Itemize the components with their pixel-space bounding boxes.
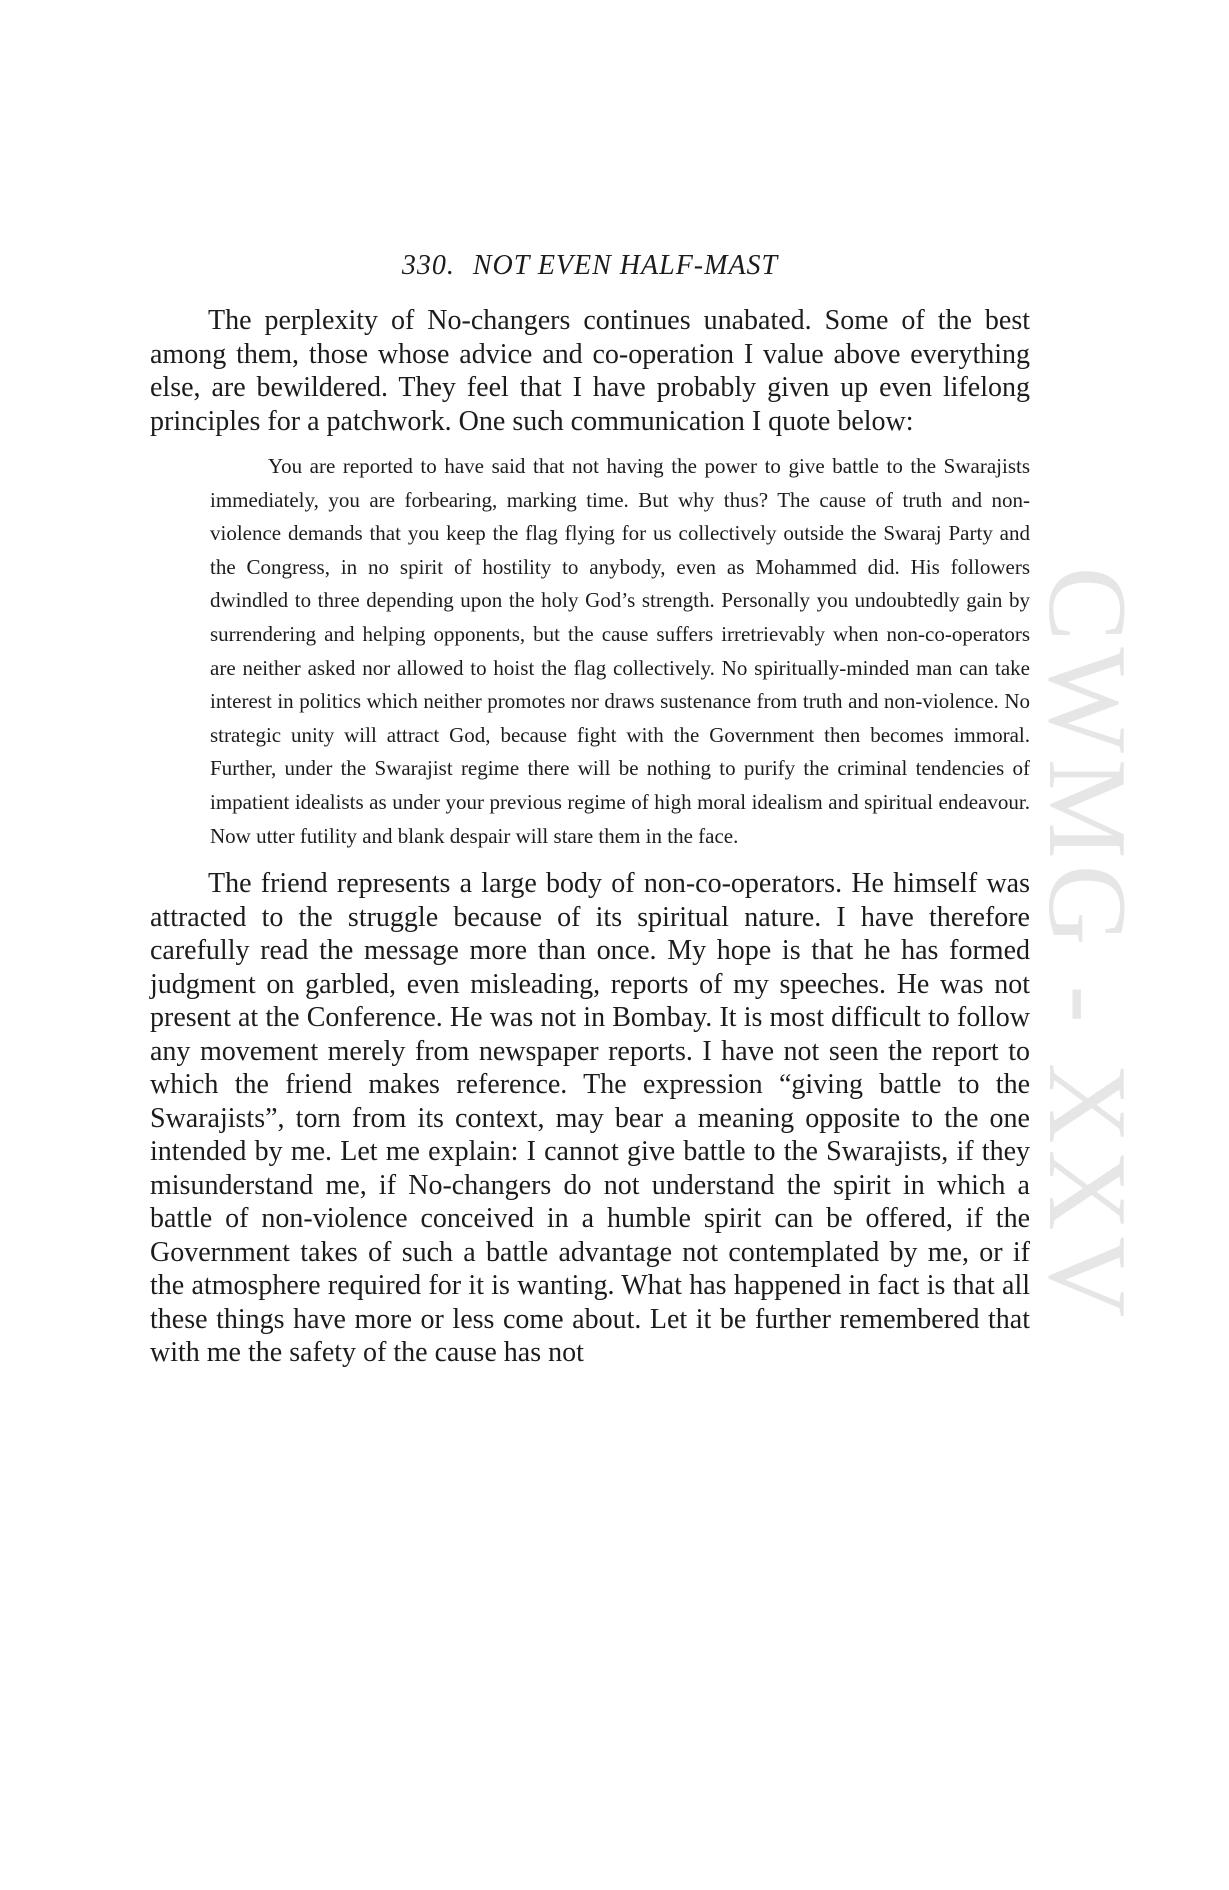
article-heading <box>150 250 1030 282</box>
article-title: NOT EVEN HALF-MAST <box>472 250 779 281</box>
watermark-text: CWMG - XXV <box>1025 566 1149 1324</box>
article-number: 330. <box>401 250 455 281</box>
response-paragraph: The friend represents a large body of non-co-operators. He himself was attracted to the struggle because of its spiritual nature. I have therefore carefully read the message more than once. My hope is that he has formed judgment on garbled, even misleading, reports of my speeches. He was not present at the Conference. He was not in Bombay. It is most difficult to follow any movement merely from newspaper reports. I have not seen the report to which the friend makes reference. The expression “giving battle to the Swarajists”, torn from its context, may bear a meaning opposite to the one intended by me. Let me explain: I cannot give battle to the Swarajists, if they misunderstand me, if No-changers do not understand the spirit in which a battle of non-violence conceived in a humble spirit can be offered, if the Government takes of such a battle advantage not contemplated by me, or if the atmosphere required for it is wanting. What has happened in fact is that all these things have more or less come about. Let it be further remembered that with me the safety of the cause has not <box>150 868 1030 1369</box>
intro-paragraph: The perplexity of No-changers continues unabated. Some of the best among them, those whose advice and co-operation I value above everything else, are bewildered. They feel that I have probably given up even lifelong principles for a patchwork. One such communication I quote below: <box>150 305 1030 437</box>
quoted-letter: You are reported to have said that not having the power to give battle to the Swarajists immediately, you are forbearing, marking time. But why thus? The cause of truth and non-violence demands that you keep the flag flying for us collectively outside the Swaraj Party and the Congress, in no spirit of hostility to anybody, even as Mohammed did. His followers dwindled to three depending upon the holy God’s strength. Personally you undoubtedly gain by surrendering and helping opponents, but the cause suffers irretrievably when non-co-operators are neither asked nor allowed to hoist the flag collectively. No spiritually-minded man can take interest in politics which neither promotes nor draws sustenance from truth and non-violence. No strategic unity will attract God, because fight with the Government then becomes immoral. Further, under the Swarajist regime there will be nothing to purify the criminal tendencies of impatient idealists as under your previous regime of high moral idealism and spiritual endeavour. Now utter futility and blank despair will stare them in the face. <box>210 454 1030 848</box>
document-page <box>150 250 1030 1370</box>
